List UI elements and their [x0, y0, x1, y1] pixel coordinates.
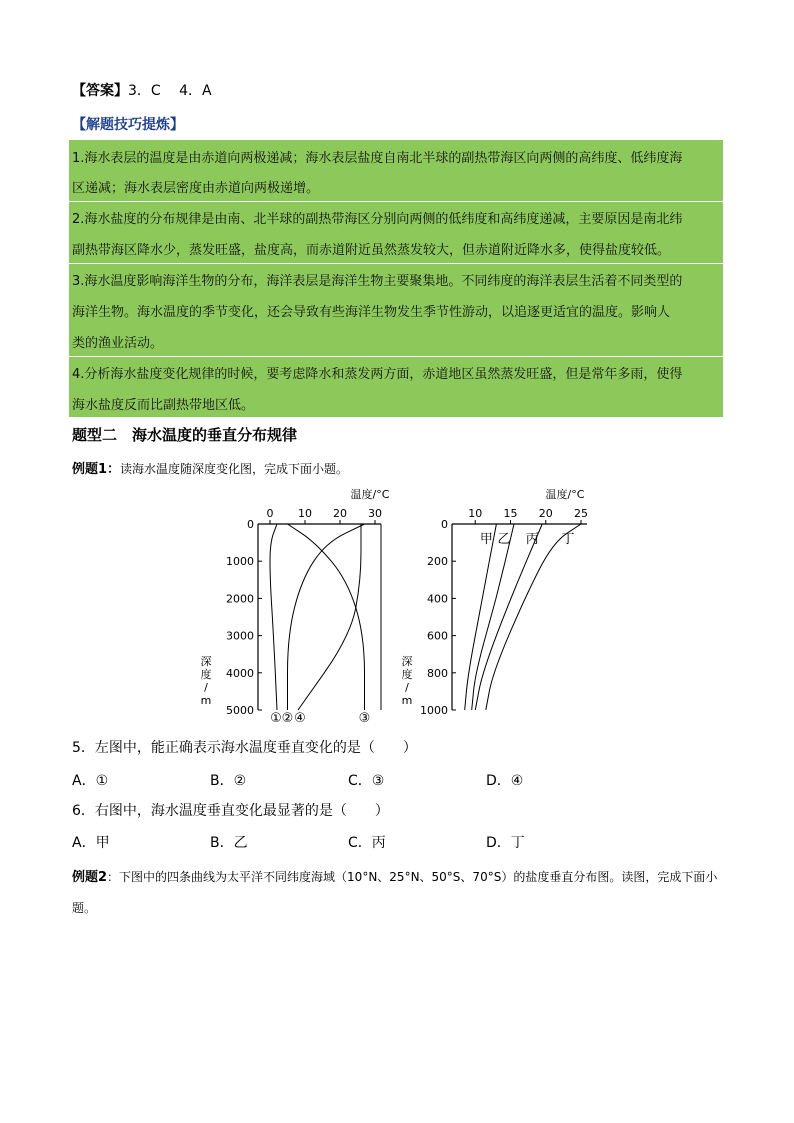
example2-text: ：下图中的四条曲线为太平洋不同纬度海域（10°N、25°N、50°S、70°S）的盐度垂直分布图。读图，完成下面小题。: [72, 870, 718, 915]
y-axis-label-char: /: [204, 681, 208, 694]
series-line: [472, 524, 514, 710]
series-line: [288, 524, 365, 710]
y-tick-label: 0: [441, 518, 448, 531]
tips-divider: [69, 201, 723, 202]
series-label: 乙: [497, 532, 511, 547]
series-line: [298, 524, 361, 710]
section-title: 题型二 海水温度的垂直分布规律: [72, 426, 298, 444]
series-line: [475, 524, 542, 710]
y-tick-label: 2000: [226, 592, 254, 606]
tips-line: 类的渔业活动。: [72, 336, 164, 351]
y-axis-label-char: 深: [401, 655, 413, 668]
y-tick-label: 3000: [226, 629, 254, 643]
tips-line: 4.分析海水盐度变化规律的时候，要考虑降水和蒸发两方面，赤道地区虽然蒸发旺盛，但是常年多雨，使得: [72, 367, 683, 382]
y-axis-label-char: 度: [200, 668, 212, 681]
series-label: 丁: [561, 532, 575, 547]
series-line: [486, 524, 581, 710]
y-tick-label: 400: [427, 592, 448, 606]
x-tick-label: 30: [368, 507, 382, 520]
question-6: 6．右图中，海水温度垂直变化最显著的是（ ）: [72, 803, 389, 819]
tips-divider: [69, 356, 723, 357]
series-label: ④: [294, 711, 306, 726]
tips-line: 2.海水盐度的分布规律是由南、北半球的副热带海区分别向两侧的低纬度和高纬度递减，主要原因是南北纬: [72, 212, 683, 227]
tips-line: 区递减；海水表层密度由赤道向两极递增。: [72, 181, 320, 196]
example1-prompt: [72, 458, 348, 477]
answer-line: [72, 80, 212, 100]
y-tick-label: 4000: [226, 666, 254, 680]
y-tick-label: 800: [427, 666, 448, 680]
series-label: ②: [281, 711, 294, 726]
example2-prompt: [72, 862, 732, 923]
q5-option-a[interactable]: A．①: [72, 773, 109, 789]
series-label: 甲: [479, 532, 493, 547]
answer-text: 3．C 4．A: [128, 83, 212, 99]
question-5: 5．左图中，能正确表示海水温度垂直变化的是（ ）: [72, 740, 417, 756]
q6-option-d[interactable]: D．丁: [486, 835, 525, 851]
example1-text: 读海水温度随深度变化图，完成下面小题。: [120, 462, 349, 476]
q6-option-b[interactable]: B．乙: [210, 835, 248, 851]
example2-label: 例题2: [72, 870, 108, 885]
example1-label: 例题1：: [72, 462, 121, 477]
q5-option-c[interactable]: C．③: [348, 773, 385, 789]
y-axis-label-char: m: [401, 694, 413, 707]
y-tick-label: 5000: [226, 704, 254, 717]
tips-line: 海水盐度反而比副热带地区低。: [72, 398, 255, 413]
x-tick-label: 20: [333, 507, 347, 520]
x-tick-label: 25: [574, 507, 588, 520]
y-axis-label-char: /: [405, 681, 409, 694]
series-label: 丙: [525, 532, 539, 547]
right-chart: [395, 485, 600, 720]
tips-heading: 【解题技巧提炼】: [72, 117, 184, 133]
series-label: ①: [270, 711, 282, 726]
tips-line: 海洋生物。海水温度的季节变化，还会导致有些海洋生物发生季节性游动，以追逐更适宜的温度。影响人: [72, 305, 671, 320]
q5-option-b[interactable]: B．②: [210, 773, 247, 789]
series-line: [270, 524, 277, 710]
x-axis-label: 温度/°C: [350, 488, 390, 501]
y-tick-label: 1000: [226, 555, 254, 569]
tips-line: 副热带海区降水少，蒸发旺盛，盐度高，而赤道附近虽然蒸发较大，但赤道附近降水多，使得盐度较低。: [72, 243, 671, 258]
series-line: [288, 524, 365, 710]
y-axis-label-char: 深: [200, 655, 212, 668]
left-chart: [200, 485, 405, 726]
y-axis-label-char: 度: [401, 668, 413, 681]
x-tick-label: 15: [503, 507, 518, 520]
tips-divider: [69, 263, 723, 264]
series-label: ③: [358, 711, 371, 726]
q6-option-c[interactable]: C．丙: [348, 835, 386, 851]
y-tick-label: 0: [247, 518, 254, 531]
x-tick-label: 20: [538, 507, 553, 520]
q6-option-a[interactable]: A．甲: [72, 835, 110, 851]
tips-box: [69, 140, 723, 417]
x-axis-label: 温度/°C: [545, 488, 585, 501]
y-tick-label: 600: [427, 629, 448, 643]
tips-line: 1.海水表层的温度是由赤道向两极递减；海水表层盐度自南北半球的副热带海区向两侧的高纬度、低纬度海: [72, 151, 683, 166]
tips-line: 3.海水温度影响海洋生物的分布，海洋表层是海洋生物主要聚集地。不同纬度的海洋表层生活着不同类型的: [72, 274, 683, 289]
q5-option-d[interactable]: D．④: [486, 773, 524, 789]
answer-label: 【答案】: [72, 83, 128, 99]
y-tick-label: 1000: [420, 704, 448, 717]
x-tick-label: 10: [468, 507, 483, 520]
y-axis-label-char: m: [200, 694, 212, 707]
x-tick-label: 10: [298, 507, 312, 520]
y-tick-label: 200: [427, 555, 448, 569]
x-tick-label: 0: [266, 507, 274, 520]
